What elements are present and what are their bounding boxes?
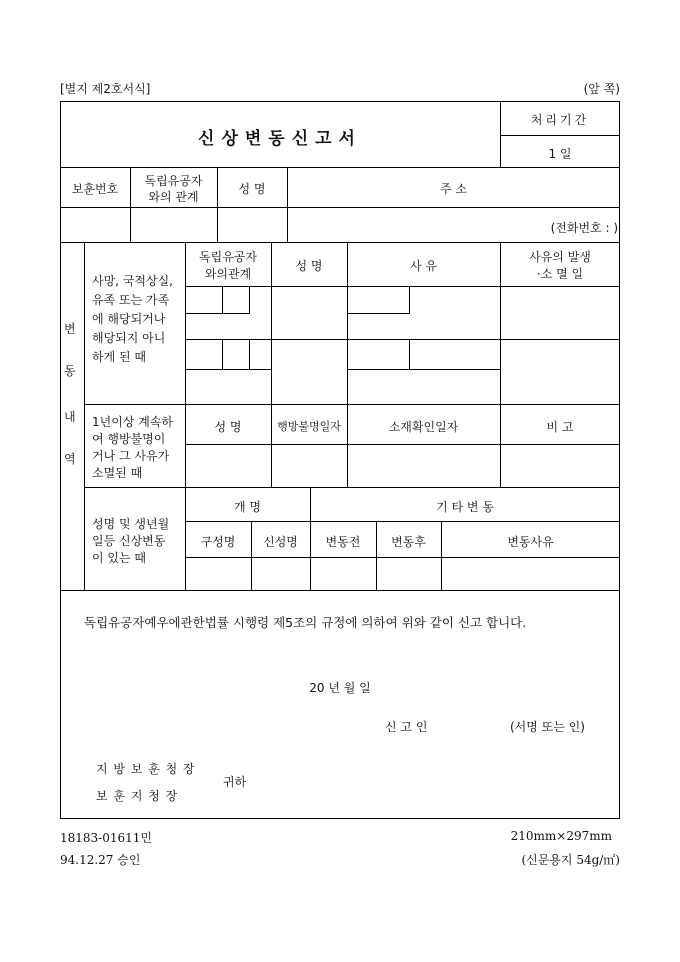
- change-reason-header: 변동사유: [507, 535, 554, 549]
- paper-type: (신문용지 54g/㎡): [521, 853, 620, 867]
- death-reason-header: 사 유: [410, 259, 437, 273]
- honorific-label: 귀하: [223, 775, 247, 789]
- other-change-group-header: 기 타 변 동: [436, 500, 494, 514]
- processing-period-label: 처리기간: [530, 113, 590, 127]
- relation-header-line2: 와의 관계: [148, 190, 199, 204]
- missing-name-header: 성 명: [214, 420, 242, 434]
- change-section-char-2: 동: [64, 364, 76, 378]
- paper-size: 210mm×297mm: [510, 829, 612, 843]
- missing-condition-line4: 소멸된 때: [92, 466, 143, 480]
- missing-date-header: 행방불명일자: [277, 420, 341, 433]
- missing-condition-line3: 거나 그 사유가: [92, 449, 170, 463]
- missing-condition-line2: 여 행방불명이: [92, 432, 166, 446]
- death-condition-line1: 사망, 국적상실,: [92, 274, 173, 288]
- recipient-line1: 지 방 보 훈 청 장: [96, 762, 196, 776]
- death-condition-line3: 에 해당되거나: [92, 312, 166, 326]
- change-section-char-4: 역: [64, 452, 76, 466]
- change-section-char-3: 내: [64, 410, 76, 424]
- death-relation-header-line1: 독립유공자: [199, 250, 257, 264]
- name-header: 성 명: [238, 182, 266, 196]
- form-number-label: [별지 제2호서식]: [60, 82, 151, 96]
- page-side-label: (앞 쪽): [583, 82, 620, 96]
- form-code: 18183-01611민: [60, 831, 152, 845]
- recipient-line2: 보 훈 지 청 장: [96, 789, 179, 803]
- death-name-header: 성 명: [295, 259, 323, 273]
- location-confirm-date-header: 소재확인일자: [388, 420, 459, 434]
- signature-note: (서명 또는 인): [510, 720, 585, 734]
- approval-date: 94.12.27 승인: [60, 853, 141, 867]
- form-title: 신상변동신고서: [198, 129, 362, 149]
- death-condition-line4: 해당되지 아니: [92, 331, 166, 345]
- name-change-condition-line3: 이 있는 때: [92, 551, 146, 565]
- address-header: 주 소: [440, 182, 467, 196]
- name-change-condition-line2: 일등 신상변동: [92, 534, 166, 548]
- reporter-label: 신 고 인: [385, 720, 428, 734]
- declaration-text: 독립유공자예우에관한법률 시행령 제5조의 규정에 의하여 위와 같이 신고 합니다.: [84, 615, 527, 630]
- death-condition-line5: 하게 된 때: [92, 350, 146, 364]
- death-date-header-line1: 사유의 발생: [529, 250, 591, 264]
- before-change-header: 변동전: [325, 535, 361, 549]
- death-relation-header-line2: 와의관계: [204, 267, 252, 281]
- change-section-char-1: 변: [64, 322, 76, 336]
- veteran-number-header: 보훈번호: [71, 182, 119, 196]
- missing-remarks-header: 비 고: [546, 420, 574, 434]
- death-date-header-line2: ·소 멸 일: [536, 267, 584, 281]
- relation-header-line1: 독립유공자: [144, 174, 203, 188]
- after-change-header: 변동후: [391, 535, 426, 549]
- processing-period-value: 1 일: [548, 147, 572, 161]
- missing-condition-line1: 1년이상 계속하: [92, 415, 174, 429]
- name-change-condition-line1: 성명 및 생년월: [92, 517, 170, 531]
- report-date: 20 년 월 일: [309, 681, 371, 695]
- rename-group-header: 개 명: [234, 500, 261, 514]
- death-condition-line2: 유족 또는 가족: [92, 293, 170, 307]
- member-name-header: 구성명: [200, 535, 236, 549]
- phone-number-label: (전화번호 : ): [550, 221, 618, 235]
- new-name-header: 신성명: [263, 535, 298, 549]
